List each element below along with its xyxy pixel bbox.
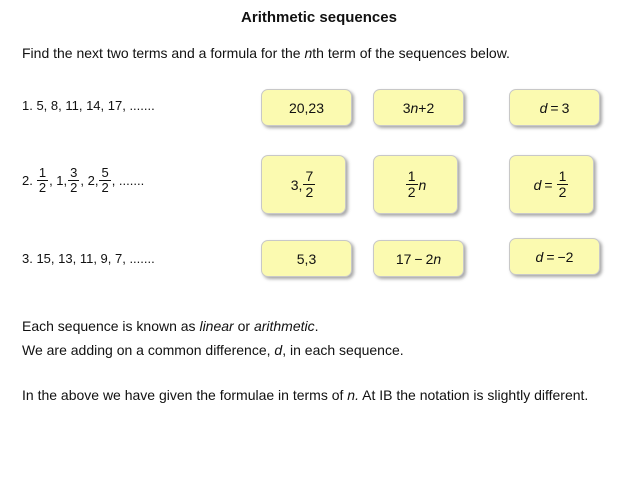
q2-sep-2: , 2,: [80, 172, 99, 188]
page-title: Arithmetic sequences: [241, 9, 397, 26]
line1-mid: or: [233, 318, 254, 334]
line3-after: At IB the notation is slightly different.: [358, 387, 589, 403]
q3-d-symbol: d: [535, 248, 544, 265]
q3-d-value: −2: [557, 248, 574, 265]
q1-formula-box[interactable]: [373, 89, 464, 126]
q2-term-3-den: 2: [70, 179, 78, 195]
q3-formula-minus: −: [414, 250, 423, 267]
q2-term-5-num: 5: [101, 165, 109, 180]
q2-term-5: [99, 166, 110, 194]
q1-formula-const: 2: [426, 99, 435, 116]
q1-d-value: 3: [561, 99, 570, 116]
line1-after: .: [314, 318, 319, 334]
q2-next-whole: 3,: [290, 176, 303, 193]
q1-formula-plus: +: [418, 99, 427, 116]
q3-formula-const: 17: [395, 250, 412, 267]
q1-formula-coef: 3: [402, 99, 411, 116]
q2-prefix: 2.: [22, 172, 33, 188]
q1-next-terms-box[interactable]: [261, 89, 352, 126]
linear-word: linear: [199, 318, 234, 334]
q2-term-5-den: 2: [101, 179, 109, 195]
line2-d: d: [274, 342, 283, 358]
q2-term-1-num: 1: [38, 165, 47, 180]
q2-formula-frac: [406, 169, 418, 199]
q3-formula-var: n: [433, 250, 442, 267]
q3-formula-box[interactable]: [373, 240, 464, 277]
q2-sep-1: , 1,: [49, 172, 68, 188]
q1-next-terms: 20,23: [288, 99, 325, 116]
q2-next-den: 2: [305, 184, 314, 200]
common-difference-line: [22, 342, 404, 358]
q2-difference-box[interactable]: [509, 155, 594, 214]
question-1-sequence: 1. 5, 8, 11, 14, 17, .......: [22, 98, 155, 113]
arithmetic-word: arithmetic: [253, 318, 315, 334]
q1-difference-box[interactable]: [509, 89, 600, 126]
line2-before: We are adding on a common difference,: [22, 342, 275, 358]
q1-formula-var: n: [410, 99, 419, 116]
q1-d-symbol: d: [539, 99, 548, 116]
question-2-sequence: [22, 166, 144, 194]
instructions-text-after: th term of the sequences below.: [312, 45, 510, 61]
q2-next-num: 7: [305, 168, 314, 185]
line1-before: Each sequence is known as: [22, 318, 200, 334]
q2-d-symbol: d: [533, 176, 542, 193]
q2-formula-box[interactable]: [373, 155, 458, 214]
q2-term-1-den: 2: [38, 179, 47, 195]
instructions-n: n: [304, 45, 313, 61]
q3-difference-box[interactable]: [509, 238, 600, 275]
instructions: [22, 45, 510, 61]
question-3-sequence: 3. 15, 13, 11, 9, 7, .......: [22, 251, 155, 266]
q2-term-3-num: 3: [70, 165, 78, 180]
q2-term-1: [37, 166, 48, 194]
linear-arithmetic-line: [22, 318, 319, 334]
q3-formula-coef: 2: [425, 250, 434, 267]
q2-d-num: 1: [558, 168, 567, 185]
q2-formula-var: n: [418, 176, 427, 193]
instructions-text-before: Find the next two terms and a formula for the: [22, 45, 305, 61]
notation-line: [22, 387, 588, 403]
q3-next-terms: 5,3: [296, 250, 317, 267]
q2-sep-3: , .......: [111, 172, 145, 188]
q2-formula-num: 1: [407, 168, 416, 185]
q2-formula-den: 2: [407, 184, 416, 200]
q3-next-terms-box[interactable]: [261, 240, 352, 277]
q2-next-terms-box[interactable]: [261, 155, 346, 214]
q3-equals: =: [546, 248, 555, 265]
q2-d-frac: [557, 169, 569, 199]
q2-d-den: 2: [558, 184, 567, 200]
q2-next-frac: [303, 169, 315, 199]
line3-before: In the above we have given the formulae in terms of: [22, 387, 348, 403]
line2-after: , in each sequence.: [282, 342, 404, 358]
line3-n: n.: [347, 387, 359, 403]
q2-equals: =: [544, 176, 553, 193]
q2-term-3: [68, 166, 79, 194]
q1-equals: =: [550, 99, 559, 116]
